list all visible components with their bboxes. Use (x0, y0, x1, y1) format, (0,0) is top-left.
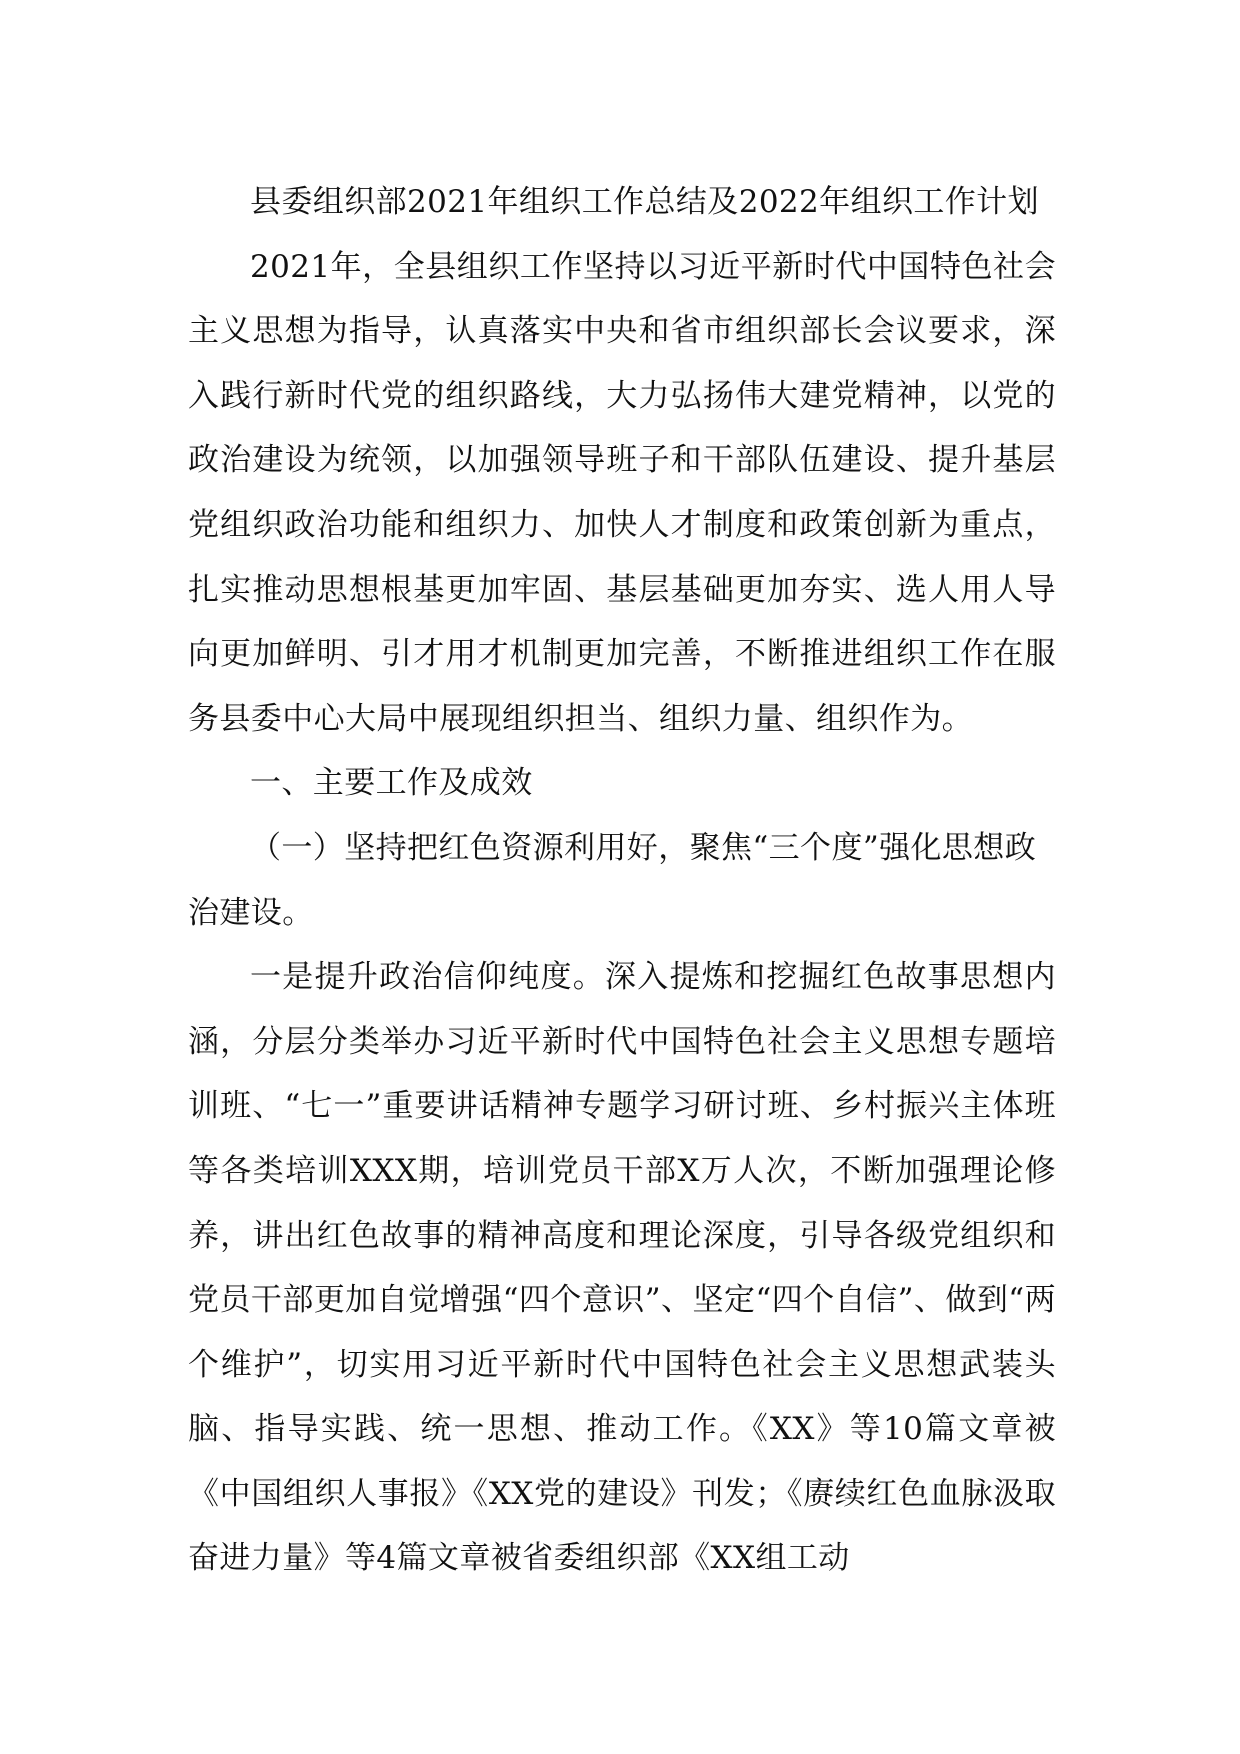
document-body (188, 170, 1056, 1591)
intro-paragraph: 2021年，全县组织工作坚持以习近平新时代中国特色社会主义思想为指导，认真落实中央和省市组织部长会议要求，深入践行新时代党的组织路线，大力弘扬伟大建党精神，以党的政治建设为统领，以加强领导班子和干部队伍建设、提升基层党组织政治功能和组织力、加快人才制度和政策创新为重点，扎实推动思想根基更加牢固、基层基础更加夯实、选人用人导向更加鲜明、引才用才机制更加完善，不断推进组织工作在服务县委中心大局中展现组织担当、组织力量、组织作为。 (188, 248, 1056, 737)
section-heading: 一、主要工作及成效 (250, 765, 533, 802)
subsection-heading: （一）坚持把红色资源利用好，聚焦“三个度”强化思想政治建设。 (188, 829, 1037, 931)
document-title: 县委组织部2021年组织工作总结及2022年组织工作计划 (250, 184, 1039, 220)
body-paragraph: 一是提升政治信仰纯度。深入提炼和挖掘红色故事思想内涵，分层分类举办习近平新时代中国特色社会主义思想专题培训班、“七一”重要讲话精神专题学习研讨班、乡村振兴主体班等各类培训XXX期，培训党员干部X万人次，不断加强理论修养，讲出红色故事的精神高度和理论深度，引导各级党组织和党员干部更加自觉增强“四个意识”、坚定“四个自信”、做到“两个维护”，切实用习近平新时代中国特色社会主义思想武装头脑、指导实践、统一思想、推动工作。《XX》等10篇文章被《中国组织人事报》《XX党的建设》刊发；《赓续红色血脉汲取奋进力量》等4篇文章被省委组织部《XX组工动 (188, 959, 1056, 1577)
